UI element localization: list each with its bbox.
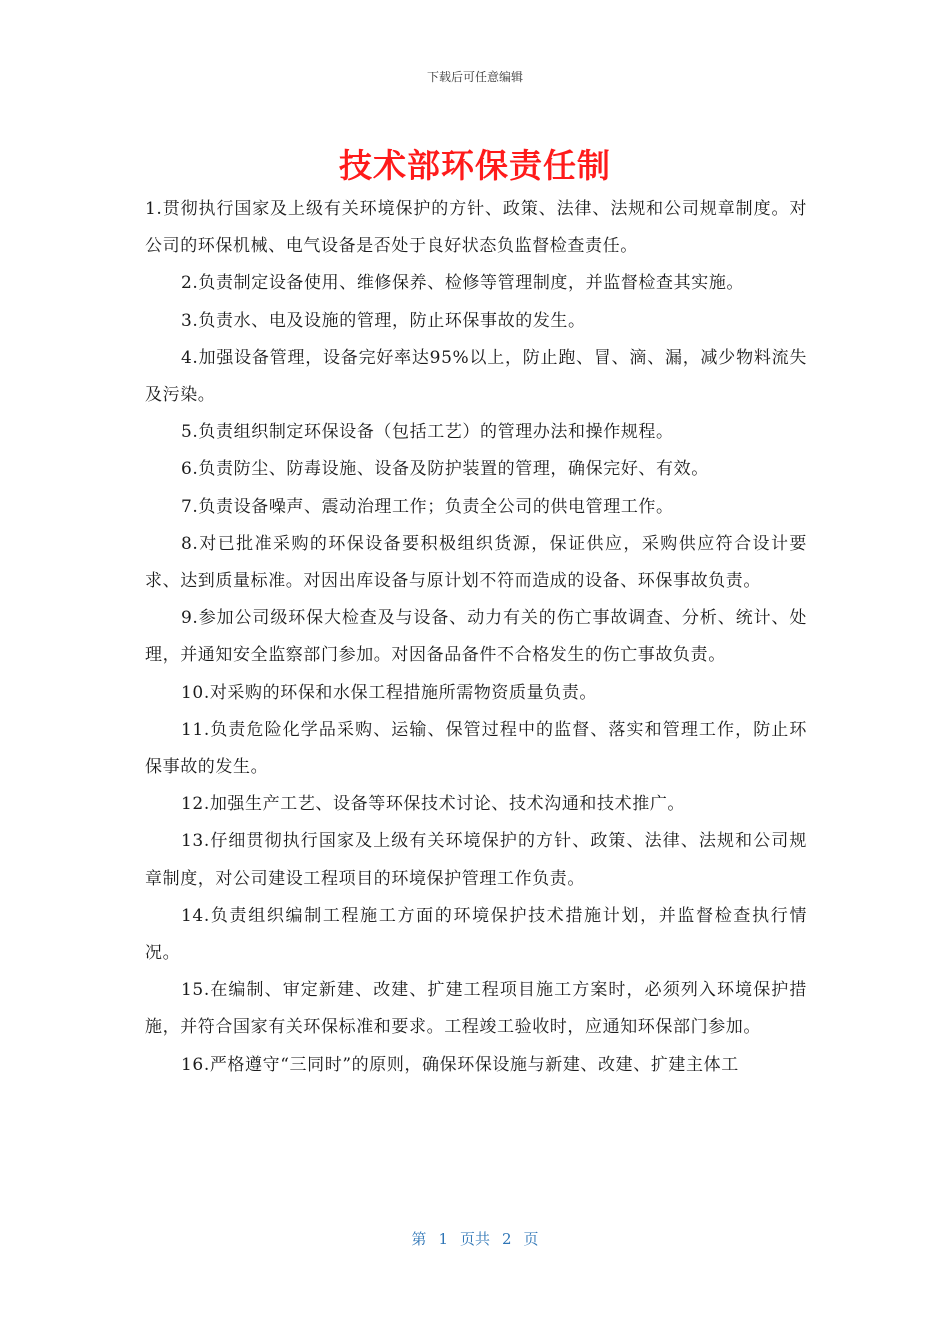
paragraph-15: 15.在编制、审定新建、改建、扩建工程项目施工方案时，必须列入环境保护措施，并符合国家有关环保标准和要求。工程竣工验收时，应通知环保部门参加。 [145, 980, 807, 1038]
page-header: 下载后可任意编辑 [426, 70, 523, 84]
paragraph-8: 8.对已批准采购的环保设备要积极组织货源，保证供应，采购供应符合设计要求、达到质量标准。对因出库设备与原计划不符而造成的设备、环保事故负责。 [145, 533, 807, 592]
paragraph-14: 14.负责组织编制工程施工方面的环境保护技术措施计划，并监督检查执行情况。 [145, 905, 807, 964]
paragraph-13: 13.仔细贯彻执行国家及上级有关环境保护的方针、政策、法律、法规和公司规章制度，对公司建设工程项目的环境保护管理工作负责。 [145, 831, 807, 889]
footer-page-number: 1 [438, 1230, 448, 1248]
paragraph-9: 9.参加公司级环保大检查及与设备、动力有关的伤亡事故调查、分析、统计、处理，并通知安全监察部门参加。对因备品备件不合格发生的伤亡事故负责。 [145, 608, 807, 666]
footer-prefix: 第 [411, 1230, 427, 1248]
document-body [145, 191, 807, 1084]
footer-total-pages: 2 [502, 1230, 512, 1248]
paragraph-10: 10.对采购的环保和水保工程措施所需物资质量负责。 [181, 682, 598, 703]
footer-suffix: 页 [523, 1230, 539, 1248]
paragraph-11: 11.负责危险化学品采购、运输、保管过程中的监督、落实和管理工作，防止环保事故的发生。 [145, 719, 807, 778]
paragraph-3: 3.负责水、电及设施的管理，防止环保事故的发生。 [181, 310, 586, 331]
document-title: 技术部环保责任制 [339, 146, 611, 185]
paragraph-4: 4.加强设备管理，设备完好率达95%以上，防止跑、冒、滴、漏，减少物料流失及污染。 [145, 347, 807, 406]
paragraph-12: 12.加强生产工艺、设备等环保技术讨论、技术沟通和技术推广。 [181, 794, 686, 815]
paragraph-16: 16.严格遵守“三同时”的原则，确保环保设施与新建、改建、扩建主体工 [181, 1054, 739, 1075]
paragraph-6: 6.负责防尘、防毒设施、设备及防护装置的管理，确保完好、有效。 [181, 459, 709, 480]
footer-middle: 页共 [459, 1230, 490, 1248]
paragraph-1: 1.贯彻执行国家及上级有关环境保护的方针、政策、法律、法规和公司规章制度。对公司的环保机械、电气设备是否处于良好状态负监督检查责任。 [145, 199, 807, 257]
paragraph-5: 5.负责组织制定环保设备（包括工艺）的管理办法和操作规程。 [181, 422, 674, 443]
page-footer [0, 1228, 950, 1249]
paragraph-2: 2.负责制定设备使用、维修保养、检修等管理制度，并监督检查其实施。 [181, 273, 745, 294]
paragraph-7: 7.负责设备噪声、震动治理工作；负责全公司的供电管理工作。 [181, 496, 674, 517]
